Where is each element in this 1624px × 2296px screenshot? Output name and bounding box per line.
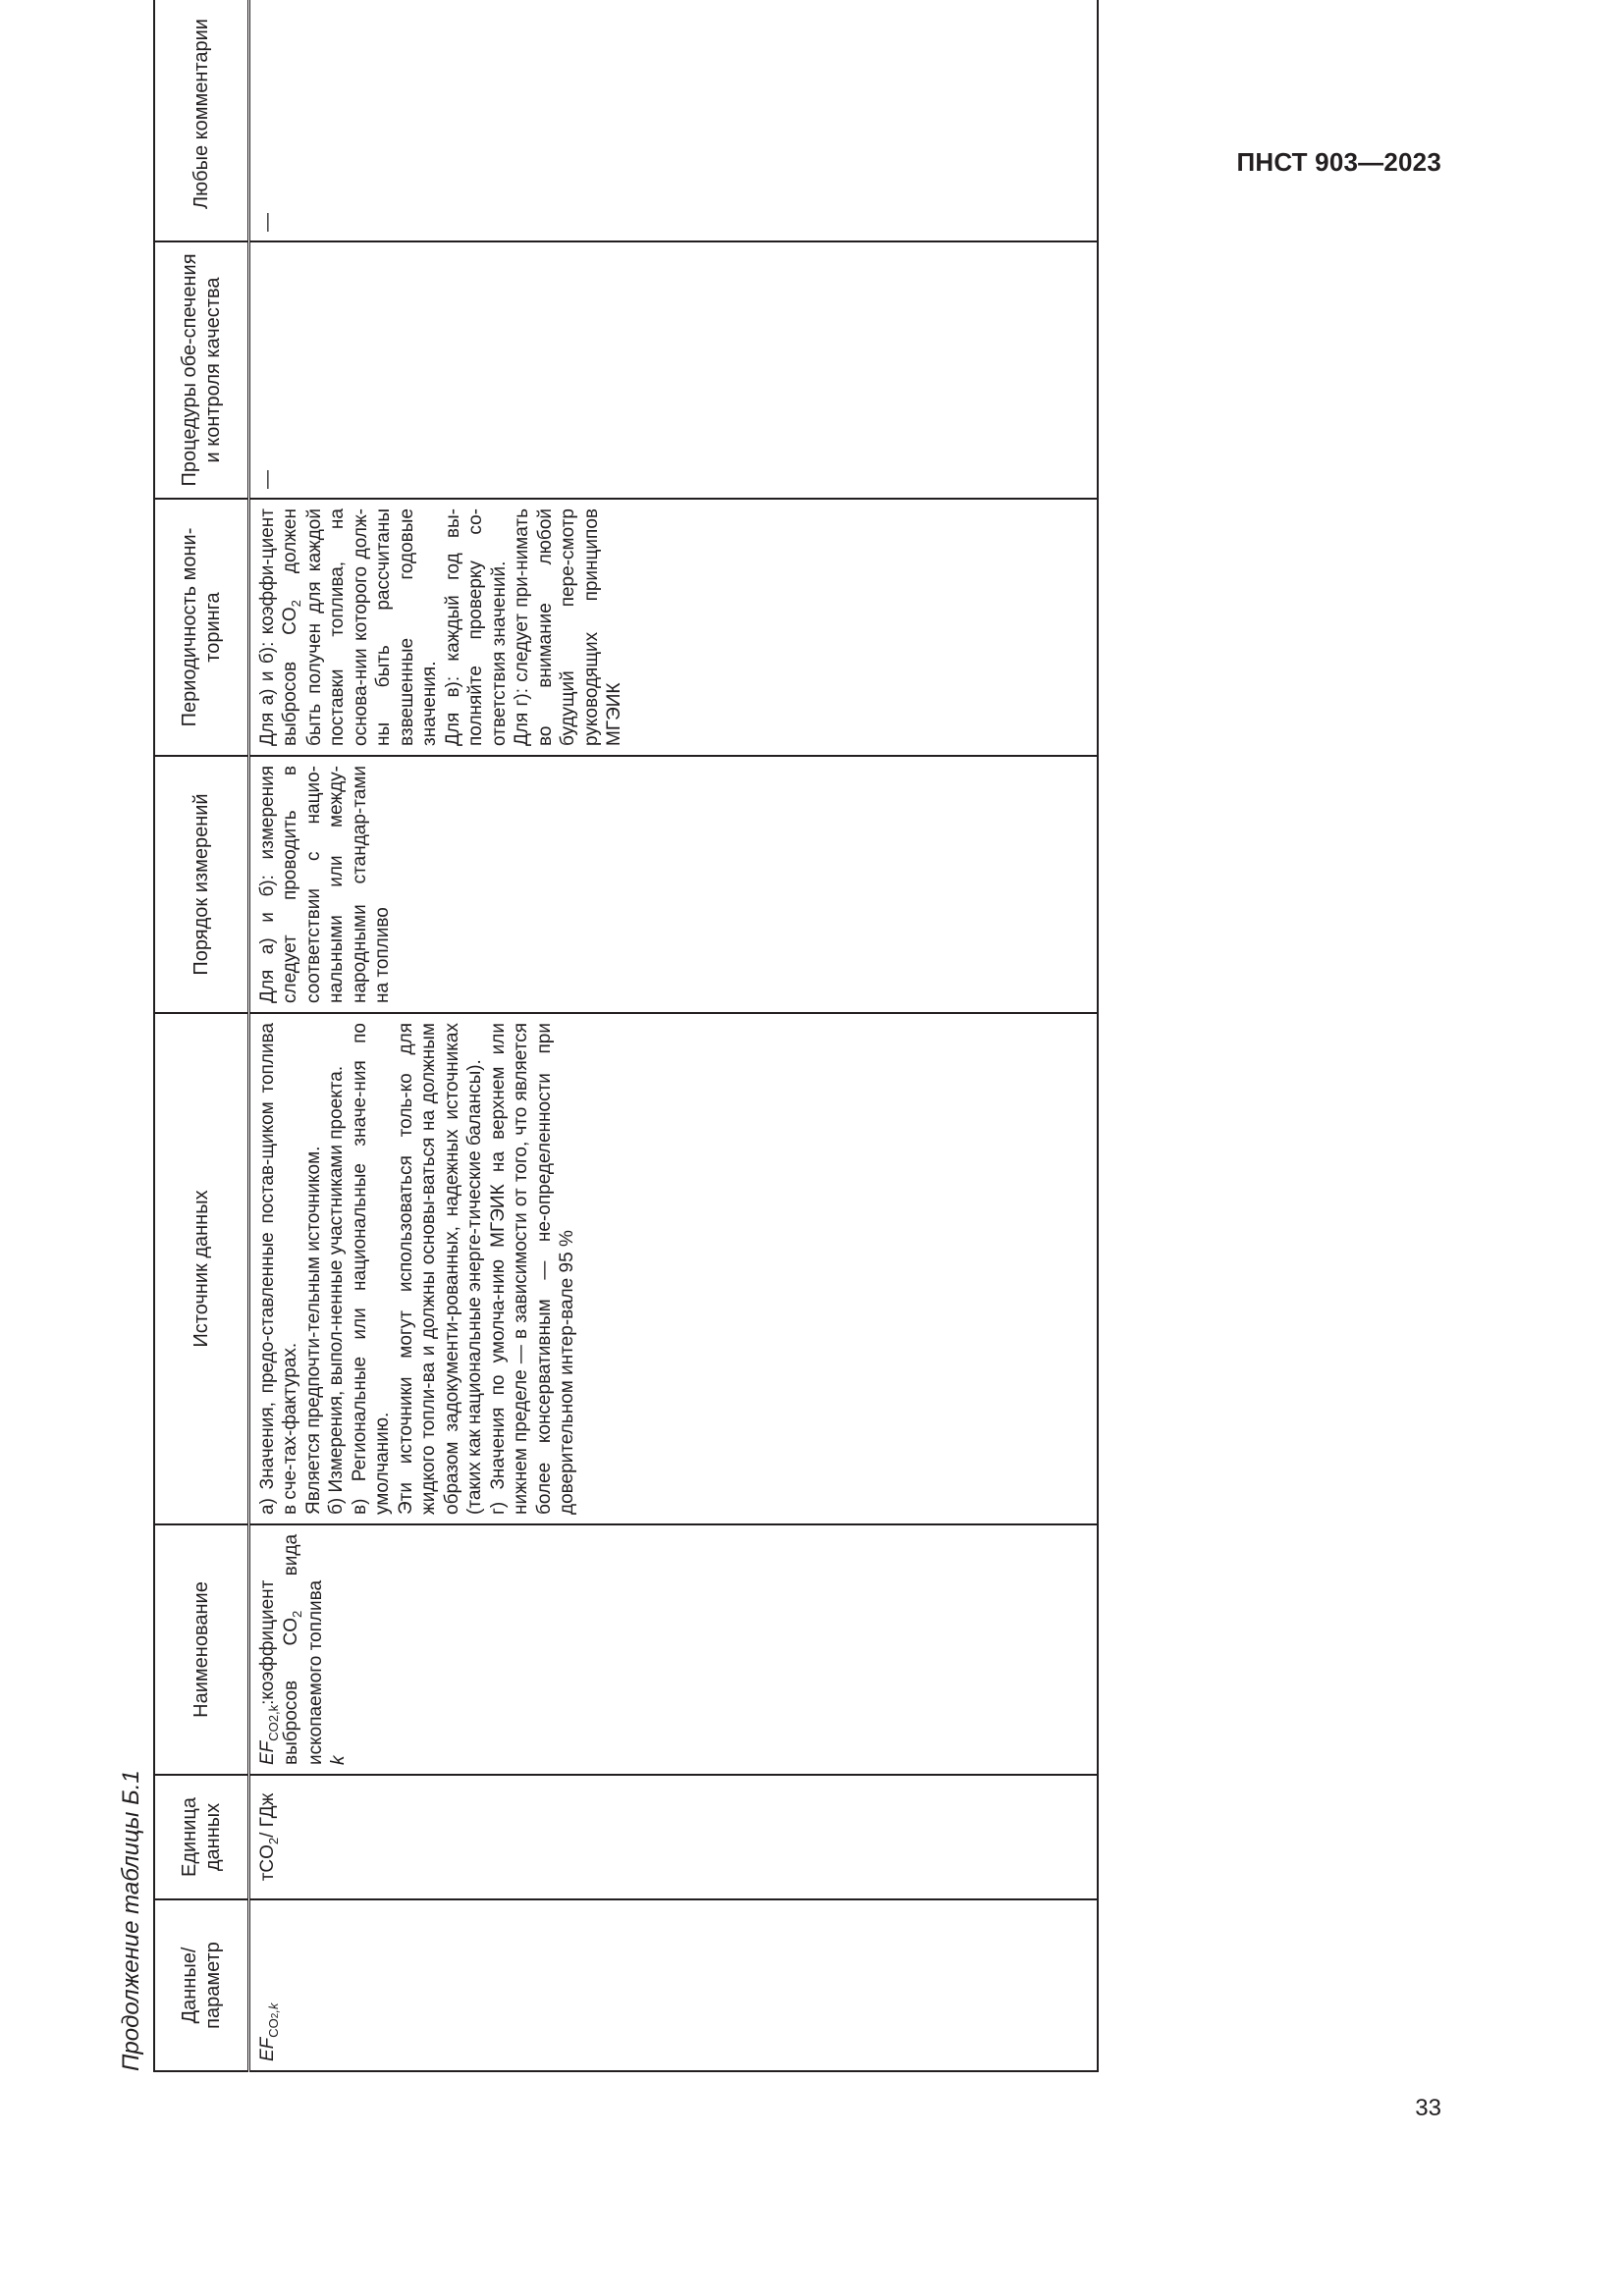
frequency-line: Для г): следует при-нимать во внимание любой будущий пере-смотр руководящих принципов МГЭИК: [512, 508, 624, 746]
frequency-line: Для а) и б): коэффи-циент выбросов $CO_2$ должен быть получен для каждой поставки топлива, на основа-нии которого долж-ны быть рассчитаны взвешенные годовые значения.: [256, 508, 440, 746]
cell-unit: тCO$_2$/ ГДж: [248, 1775, 1098, 1899]
source-line: Является предпочти-тельным источником.: [302, 1146, 324, 1515]
cell-comments: —: [248, 0, 1098, 241]
document-code: ПНСТ 903—2023: [1236, 147, 1441, 177]
cell-frequency: [248, 499, 1098, 756]
column-header-parameter: Данные/ параметр: [154, 1899, 248, 2071]
table-row: [248, 0, 1098, 2071]
cell-source: [248, 1013, 1098, 1524]
cell-name: $EF_{CO2,k}:коэффициент$ выбросов $CO_2$ вида ископаемого топлива k: [248, 1524, 1098, 1775]
source-line: б) Измерения, выпол-ненные участниками проекта.: [326, 1065, 347, 1515]
source-line: в) Региональные или национальные значе-ния по умолчанию.: [349, 1023, 393, 1515]
cell-procedure: Для а) и б): измерения следует проводить в соответствии с нацио-нальными или между-народными стандар-тами на топливо: [248, 756, 1098, 1013]
column-header-frequency: Периодичность мони-торинга: [154, 499, 248, 756]
source-line: а) Значения, предо-ставленные постав-щиком топлива в сче-тах-фактурах.: [256, 1023, 300, 1515]
column-header-procedure: Порядок измерений: [154, 756, 248, 1013]
cell-qa: —: [248, 241, 1098, 499]
column-header-unit: Единица данных: [154, 1775, 248, 1899]
parameter-symbol: EF: [256, 2037, 278, 2061]
rotated-table-container: [153, 19, 1099, 2072]
source-line: Эти источники могут использоваться толь-ко для жидкого топли-ва и должны основы-ваться на должным образом задокументи-рованных, надежных источниках (таких как национальные энерге-тические балансы).: [395, 1023, 485, 1515]
column-header-source: Источник данных: [154, 1013, 248, 1524]
table-header-row: [154, 0, 248, 2071]
cell-parameter: [248, 1899, 1098, 2071]
page-number: 33: [1415, 2095, 1441, 2121]
table-caption: Продолжение таблицы Б.1: [118, 1770, 144, 2071]
source-line: г) Значения по умолча-нию МГЭИК на верхнем или нижнем пределе — в зависимости от того, что является более консервативным — не-определенности при доверительном интер-вале 95 %: [487, 1023, 577, 1515]
parameter-subscript: CO2,k: [265, 2002, 281, 2038]
column-header-name: Наименование: [154, 1524, 248, 1775]
monitoring-parameters-table: [153, 0, 1099, 2072]
frequency-line: Для в): каждый год вы-полняйте проверку со-ответствия значений.: [442, 508, 510, 746]
column-header-qa: Процедуры обе-спечения и контроля качества: [154, 241, 248, 499]
column-header-comments: Любые комментарии: [154, 0, 248, 241]
